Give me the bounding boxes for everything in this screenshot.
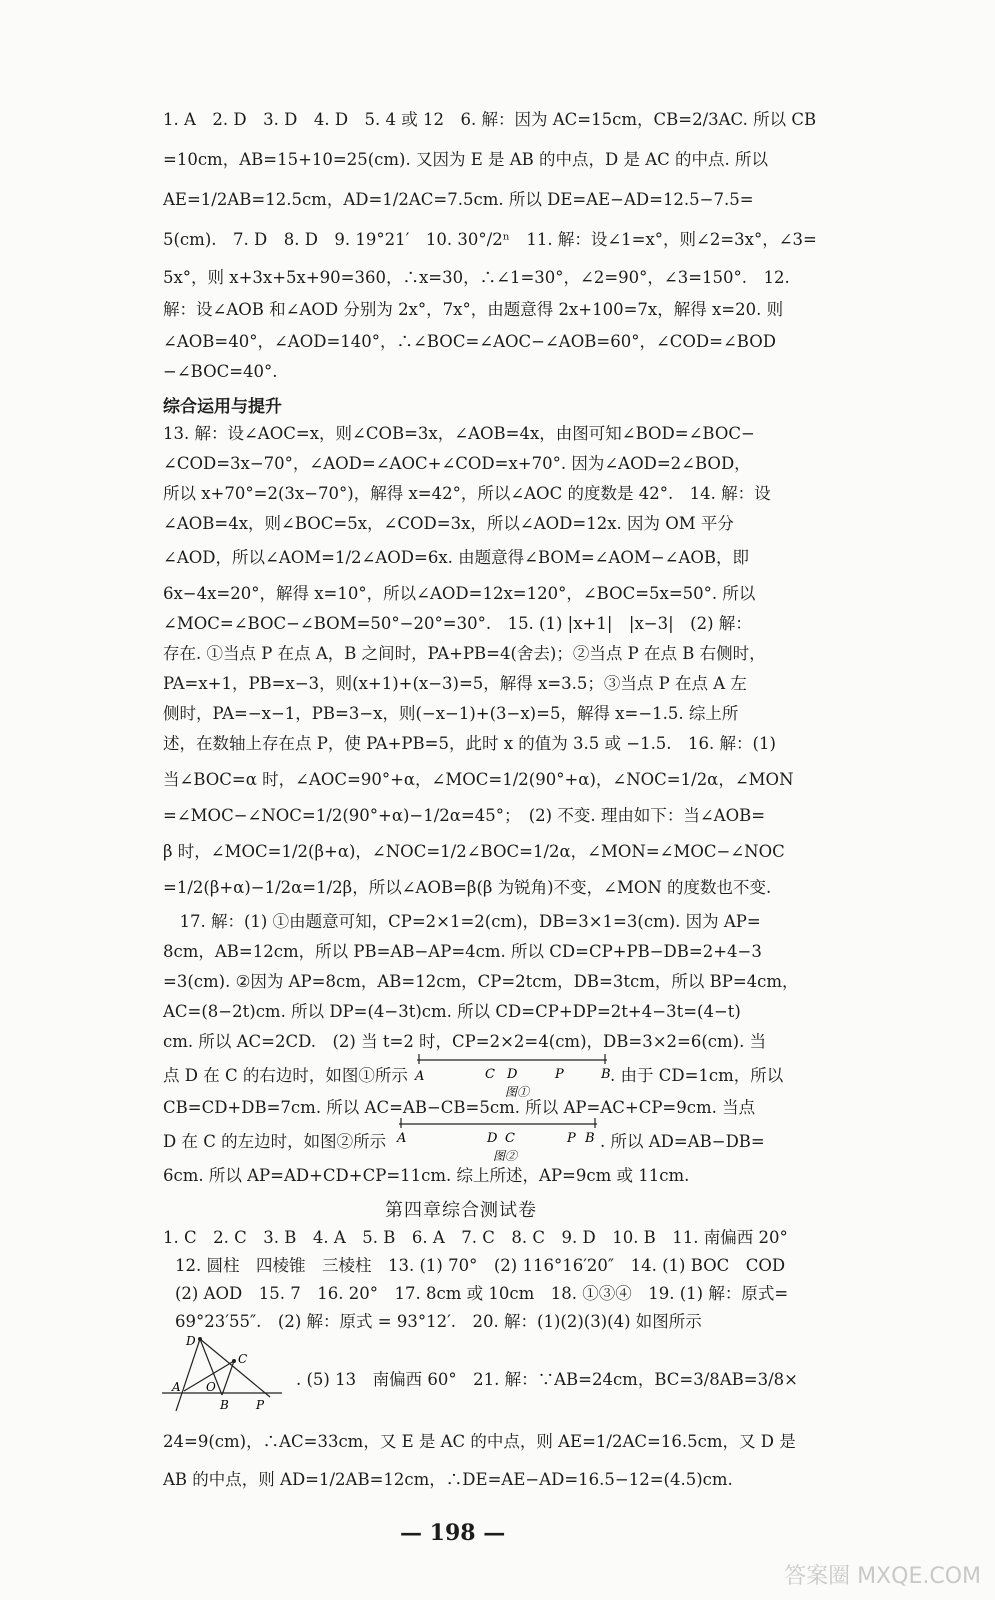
fig1-trail-text: . 由于 CD=1cm，所以 [610, 1066, 784, 1085]
fig2-label-c: C [505, 1131, 515, 1146]
text-line: 述，在数轴上存在点 P，使 PA+PB=5，此时 x 的值为 3.5 或 −1.5. 16. 解：(1) [163, 734, 776, 753]
text-line: 存在. ①当点 P 在点 A，B 之间时，PA+PB=4(舍去)；②当点 P 在点 B 右侧时， [163, 644, 766, 663]
text-line: 1. A 2. D 3. D 4. D 5. 4 或 12 6. 解：因为 AC=15cm，CB=2/3AC. 所以 CB [163, 110, 817, 129]
text-line: =1/2(β+α)−1/2α=1/2β，所以∠AOB=β(β 为锐角)不变，∠MON 的度数也不变. [163, 878, 772, 897]
fig1-label-a: A [415, 1069, 425, 1084]
text-line: 5x°，则 x+3x+5x+90=360，∴x=30，∴∠1=30°，∠2=90°，∠3=150°. 12. [163, 268, 790, 287]
fig3-label-p: P [256, 1398, 265, 1412]
fig1-label-c: C [485, 1067, 495, 1082]
fig2-label-d: D [487, 1131, 498, 1146]
text-line: 8cm，AB=12cm，所以 PB=AB−AP=4cm. 所以 CD=CP+PB−DB=2+4−3 [163, 942, 762, 961]
text-line: AE=1/2AB=12.5cm，AD=1/2AC=7.5cm. 所以 DE=AE−AD=12.5−7.5= [163, 190, 754, 209]
figure-3-geometry [160, 1335, 290, 1415]
text-line: =3(cm). ②因为 AP=8cm，AB=12cm，CP=2tcm，DB=3tcm，所以 BP=4cm， [163, 972, 799, 991]
watermark: 答案圈 MXQE.COM [784, 1564, 981, 1589]
text-line: 69°23′55″. (2) 解：原式 = 93°12′. 20. 解：(1)(2)(3)(4) 如图所示 [175, 1312, 702, 1331]
fig2-lead-text: D 在 C 的左边时，如图②所示 [163, 1132, 387, 1151]
fig1-caption: 图① [505, 1085, 530, 1099]
text-line: 侧时，PA=−x−1，PB=3−x，则(−x−1)+(3−x)=5，解得 x=−1.5. 综上所 [163, 704, 739, 723]
fig2-label-p: P [567, 1131, 576, 1146]
text-line: 1. C 2. C 3. B 4. A 5. B 6. A 7. C 8. C 9. D 10. B 11. 南偏西 20° [163, 1228, 788, 1247]
text-line: CB=CD+DB=7cm. 所以 AC=AB−CB=5cm. 所以 AP=AC+CP=9cm. 当点 [163, 1098, 756, 1117]
text-line: ∠AOD，所以∠AOM=1/2∠AOD=6x. 由题意得∠BOM=∠AOM−∠AOB，即 [163, 548, 750, 567]
text-line: 6x−4x=20°，解得 x=10°，所以∠AOD=12x=120°，∠BOC=5x=50°. 所以 [163, 584, 756, 603]
text-line: 13. 解：设∠AOC=x，则∠COB=3x，∠AOB=4x，由图可知∠BOD=∠BOC− [163, 424, 755, 443]
fig1-label-b: B [601, 1067, 611, 1082]
text-line: 解：设∠AOB 和∠AOD 分别为 2x°，7x°，由题意得 2x+100=7x，解得 x=20. 则 [163, 300, 784, 319]
text-line: AC=(8−2t)cm. 所以 DP=(4−3t)cm. 所以 CD=CP+DP=2t+4−3t=(4−t) [163, 1002, 741, 1021]
text-line: 5(cm). 7. D 8. D 9. 19°21′ 10. 30°/2ⁿ 11. 解：设∠1=x°，则∠2=3x°，∠3= [163, 230, 817, 249]
text-line: −∠BOC=40°. [163, 362, 278, 381]
text-line: ∠AOB=40°，∠AOD=140°，∴∠BOC=∠AOC−∠AOB=60°，∠COD=∠BOD [163, 332, 776, 351]
fig2-label-b: B [585, 1131, 595, 1146]
text-line: ∠MOC=∠BOC−∠BOM=50°−20°=30°. 15. (1) |x+1| |x−3| (2) 解： [163, 614, 752, 633]
text-line: ∠AOB=4x，则∠BOC=5x，∠COD=3x，所以∠AOD=12x. 因为 OM 平分 [163, 514, 734, 533]
fig1-label-p: P [555, 1067, 564, 1082]
fig3-label-b: B [220, 1398, 229, 1412]
text-line: 24=9(cm)，∴AC=33cm，又 E 是 AC 的中点，则 AE=1/2AC=16.5cm，又 D 是 [163, 1432, 796, 1451]
text-line: . (5) 13 南偏西 60° 21. 解：∵AB=24cm，BC=3/8AB=3/8× [296, 1370, 799, 1389]
text-line: 6cm. 所以 AP=AD+CD+CP=11cm. 综上所述，AP=9cm 或 11cm. [163, 1166, 690, 1185]
text-line [600, 1132, 810, 1152]
fig1-lead-text: 点 D 在 C 的右边时，如图①所示 [163, 1066, 408, 1085]
text-line: =10cm，AB=15+10=25(cm). 又因为 E 是 AB 的中点，D 是 AC 的中点. 所以 [163, 150, 769, 169]
page-number: — 198 — [400, 1520, 506, 1546]
text-line: AB 的中点，则 AD=1/2AB=12cm，∴DE=AE−AD=16.5−12=(4.5)cm. [163, 1470, 733, 1489]
text-line: ∠COD=3x−70°，∠AOD=∠AOC+∠COD=x+70°. 因为∠AOD=2∠BOD， [163, 454, 751, 473]
text-line: 所以 x+70°=2(3x−70°)，解得 x=42°，所以∠AOC 的度数是 42°. 14. 解：设 [163, 484, 771, 503]
text-line: cm. 所以 AC=2CD. (2) 当 t=2 时，CP=2×2=4(cm)，DB=3×2=6(cm). 当 [163, 1032, 767, 1051]
chapter-title: 第四章综合测试卷 [385, 1200, 537, 1221]
fig3-label-a: A [172, 1380, 181, 1394]
text-line: β 时，∠MOC=1/2(β+α)，∠NOC=1/2∠BOC=1/2α，∠MON=∠MOC−∠NOC [163, 842, 785, 861]
text-line: 当∠BOC=α 时，∠AOC=90°+α，∠MOC=1/2(90°+α)，∠NOC=1/2α，∠MON [163, 770, 794, 789]
text-line: 12. 圆柱 四棱锥 三棱柱 13. (1) 70° (2) 116°16′20″ 14. (1) BOC COD [175, 1256, 786, 1275]
fig3-label-o: O [206, 1380, 216, 1394]
fig3-label-c: C [238, 1352, 248, 1366]
fig1-label-d: D [507, 1067, 518, 1082]
figure-2-number-line [395, 1112, 605, 1164]
fig3-label-d: D [186, 1335, 196, 1348]
section-heading: 综合运用与提升 [163, 397, 282, 417]
text-line: =∠MOC−∠NOC=1/2(90°+α)−1/2α=45°； (2) 不变. 理由如下：当∠AOB= [163, 806, 766, 825]
fig2-label-a: A [397, 1131, 407, 1146]
text-line: 17. 解：(1) ①由题意可知，CP=2×1=2(cm)，DB=3×1=3(cm). 因为 AP= [163, 912, 761, 931]
figure-1-number-line [413, 1048, 613, 1100]
fig2-trail-text: . 所以 AD=AB−DB= [600, 1132, 765, 1151]
text-line: (2) AOD 15. 7 16. 20° 17. 8cm 或 10cm 18. ①③④ 19. (1) 解：原式= [175, 1284, 789, 1303]
text-line [610, 1066, 810, 1086]
fig2-caption: 图② [493, 1149, 518, 1163]
text-line: PA=x+1，PB=x−3，则(x+1)+(x−3)=5，解得 x=3.5；③当点 P 在点 A 左 [163, 674, 747, 693]
